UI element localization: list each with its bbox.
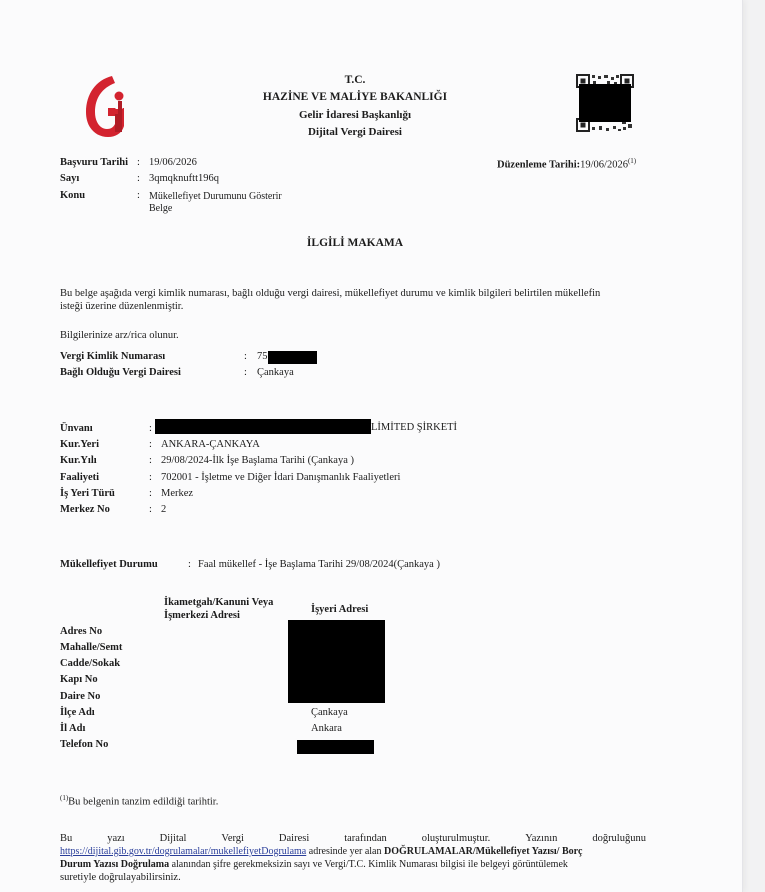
address-col1-line1: İkametgah/Kanuni Veya xyxy=(164,597,274,608)
ilce-value: Çankaya xyxy=(311,707,348,718)
verification-link[interactable]: https://dijital.gib.gov.tr/dogrulamalar/mukellefiyetDogrulama xyxy=(60,846,307,857)
address-col1-line2: İşmerkezi Adresi xyxy=(164,610,240,621)
redaction-address xyxy=(288,620,385,703)
verify-word: yazı xyxy=(107,833,125,844)
verify-word: tarafından xyxy=(344,833,387,844)
colon: : xyxy=(188,559,191,570)
vkn-label: Vergi Kimlik Numarası xyxy=(60,351,166,362)
verify-word: oluşturulmuştur. xyxy=(421,833,491,844)
unvan-label: Ünvanı xyxy=(60,423,93,434)
verify-word: doğruluğunu xyxy=(592,833,646,844)
qr-code xyxy=(576,74,634,132)
colon: : xyxy=(149,455,152,466)
daire-label: Bağlı Olduğu Vergi Dairesi xyxy=(60,367,181,378)
basvuru-value: 19/06/2026 xyxy=(149,157,197,168)
footnote-mark: (1) xyxy=(60,794,69,802)
basvuru-label: Başvuru Tarihi xyxy=(60,157,128,168)
vkn-value: 75 xyxy=(257,351,268,362)
kuryeri-label: Kur.Yeri xyxy=(60,439,99,450)
kuryili-value: 29/08/2024-İlk İşe Başlama Tarihi (Çankaya ) xyxy=(161,455,354,466)
header-gib: Gelir İdaresi Başkanlığı xyxy=(298,109,412,121)
gib-logo-icon xyxy=(82,74,126,138)
redaction-phone xyxy=(297,740,374,754)
sayi-value: 3qmqknuftt196q xyxy=(149,173,219,184)
verify-word: Vergi xyxy=(221,833,244,844)
isyeri-turu-value: Merkez xyxy=(161,488,194,499)
footnote-ref: (1) xyxy=(627,157,637,165)
header-tc: T.C. xyxy=(344,74,366,86)
colon: : xyxy=(149,439,152,450)
colon: : xyxy=(137,157,140,168)
verify-word: Bu xyxy=(60,833,73,844)
colon: : xyxy=(149,423,152,434)
mahalle-label: Mahalle/Semt xyxy=(60,642,123,653)
verify-line1 xyxy=(60,832,646,845)
verify-text: adresinde yer alan xyxy=(306,846,384,857)
adres-no-label: Adres No xyxy=(60,626,103,637)
colon: : xyxy=(149,488,152,499)
duzenleme-label: Düzenleme Tarihi: xyxy=(497,159,581,171)
intro-line3: Bilgilerinize arz/rica olunur. xyxy=(60,330,179,341)
colon: : xyxy=(244,367,247,378)
cadde-label: Cadde/Sokak xyxy=(60,658,121,669)
address-col2: İşyeri Adresi xyxy=(311,604,369,615)
verify-line4: suretiyle doğrulayabilirsiniz. xyxy=(60,872,181,883)
page-title: İLGİLİ MAKAMA xyxy=(306,237,404,249)
kapi-no-label: Kapı No xyxy=(60,674,98,685)
intro-line2: isteği üzerine düzenlenmiştir. xyxy=(60,301,184,312)
daire-no-label: Daire No xyxy=(60,691,101,702)
il-label: İl Adı xyxy=(60,723,86,734)
verify-word: Yazının xyxy=(525,833,558,844)
il-value: Ankara xyxy=(311,723,342,734)
verify-bold: DOĞRULAMALAR/Mükellefiyet Yazısı/ Borç xyxy=(384,846,583,857)
daire-value: Çankaya xyxy=(257,367,294,378)
sayi-label: Sayı xyxy=(60,173,80,184)
duzenleme-date xyxy=(497,157,636,171)
kuryili-label: Kur.Yılı xyxy=(60,455,97,466)
merkez-no-value: 2 xyxy=(161,504,167,515)
verify-bold: Durum Yazısı Doğrulama xyxy=(60,859,170,870)
intro-line1: Bu belge aşağıda vergi kimlik numarası, bağlı olduğu vergi dairesi, mükellefiyet durumu ve kimlik bilgileri belirtilen mükellefin xyxy=(60,288,601,299)
header-dvd: Dijital Vergi Dairesi xyxy=(308,126,402,138)
merkez-no-label: Merkez No xyxy=(60,504,110,515)
footnote-text: Bu belgenin tanzim edildiği tarihtir. xyxy=(68,796,219,808)
verify-line2 xyxy=(60,845,583,858)
colon: : xyxy=(149,472,152,483)
kuryeri-value: ANKARA-ÇANKAYA xyxy=(161,439,260,450)
footnote xyxy=(60,794,218,808)
verify-word: Dairesi xyxy=(278,833,310,844)
ilce-label: İlçe Adı xyxy=(60,707,95,718)
konu-value-line1: Mükellefiyet Durumunu Gösterir xyxy=(149,191,282,202)
colon: : xyxy=(137,173,140,184)
colon: : xyxy=(137,190,140,201)
verify-line3 xyxy=(60,858,568,871)
konu-label: Konu xyxy=(60,190,86,201)
verify-text: alanından şifre gerekmeksizin sayı ve Vergi/T.C. Kimlik Numarası bilgisi ile belgeyi görüntülemek xyxy=(169,859,568,870)
verify-word: Dijital xyxy=(159,833,187,844)
faaliyet-label: Faaliyeti xyxy=(60,472,100,483)
isyeri-turu-label: İş Yeri Türü xyxy=(60,488,115,499)
faaliyet-value: 702001 - İşletme ve Diğer İdari Danışmanlık Faaliyetleri xyxy=(161,472,401,483)
duzenleme-value: 19/06/2026 xyxy=(580,159,628,171)
redaction-unvan xyxy=(155,419,371,434)
status-value: Faal mükellef - İşe Başlama Tarihi 29/08/2024(Çankaya ) xyxy=(198,559,440,570)
redaction-vkn xyxy=(268,351,317,364)
header-ministry: HAZİNE VE MALİYE BAKANLIĞI xyxy=(262,91,448,103)
unvan-suffix: LİMİTED ŞİRKETİ xyxy=(371,422,458,433)
telefon-label: Telefon No xyxy=(60,739,109,750)
colon: : xyxy=(244,351,247,362)
colon: : xyxy=(149,504,152,515)
konu-value-line2: Belge xyxy=(149,203,173,214)
status-label: Mükellefiyet Durumu xyxy=(60,559,158,570)
